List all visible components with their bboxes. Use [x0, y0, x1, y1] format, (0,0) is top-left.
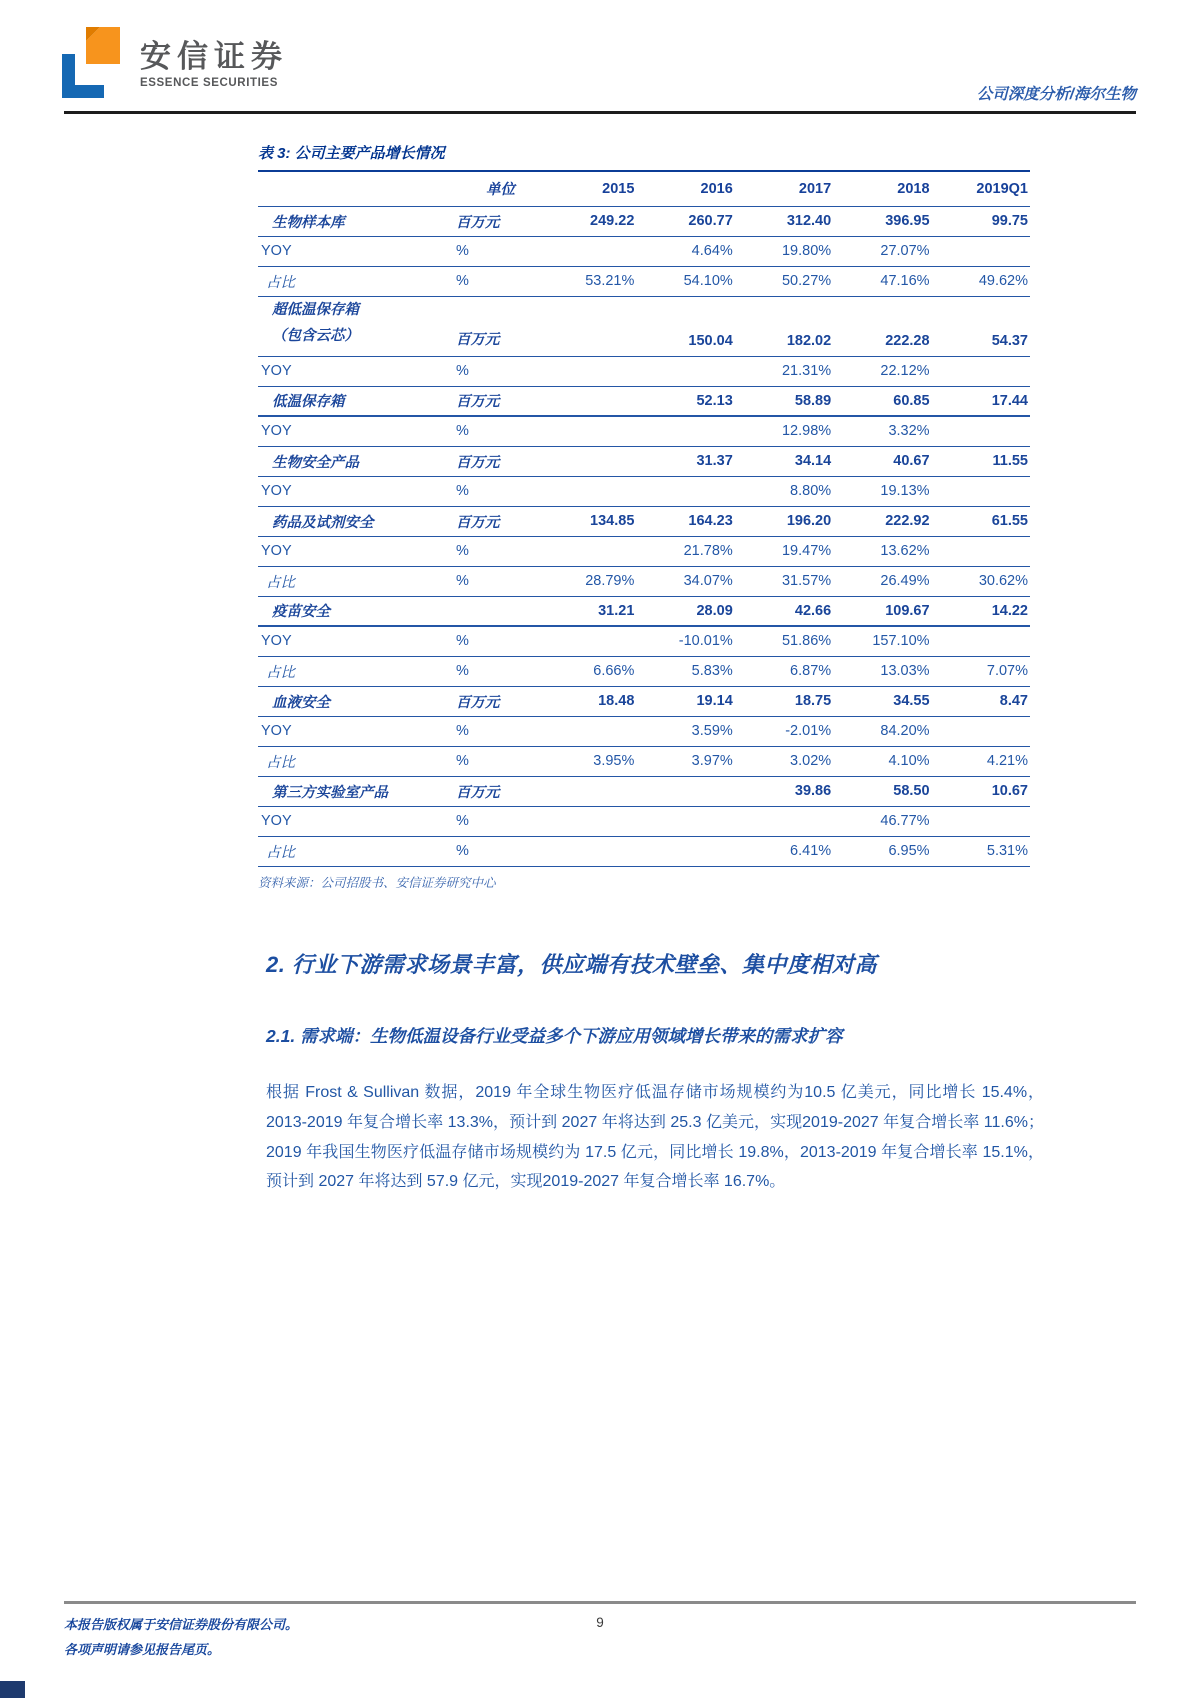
cell-value: 8.47: [932, 686, 1030, 716]
row-label: 占比: [258, 746, 448, 776]
cell-value: 6.95%: [833, 836, 931, 866]
body-paragraph: 根据 Frost & Sullivan 数据，2019 年全球生物医疗低温存储市场规模约为10.5 亿美元，同比增长 15.4%，2013-2019 年复合增长率 13.3%，预计到 2027 年将达到 25.3 亿美元，实现2019-2027 年复合增长率 11.6%；2019 年我国生物医疗低温存储市场规模约为 17.5 亿元，同比增长 19.8%，2013-2019 年复合增长率 15.1%，预计到 2027 年将达到 57.9 亿元，实现2019-2027 年复合增长率 16.7%。: [266, 1084, 1044, 1191]
cell-value: 19.14: [636, 686, 734, 716]
cell-value: 222.28: [833, 296, 931, 356]
table-body: [258, 206, 1030, 866]
row-label: 药品及试剂安全: [258, 506, 448, 536]
cell-value: 47.16%: [833, 266, 931, 296]
cell-value: 6.66%: [538, 656, 636, 686]
row-label: 占比: [258, 656, 448, 686]
cell-value: 28.09: [636, 596, 734, 626]
cell-value: -10.01%: [636, 626, 734, 656]
header-divider: [64, 111, 1136, 114]
table-header-row: [258, 172, 1030, 206]
essence-logo-icon: [62, 26, 126, 100]
column-header: [258, 172, 448, 206]
cell-value: 46.77%: [833, 806, 931, 836]
cell-value: [538, 536, 636, 566]
row-unit: %: [448, 416, 538, 446]
table-head: [258, 172, 1030, 206]
cell-value: 17.44: [932, 386, 1030, 416]
row-label: 占比: [258, 566, 448, 596]
cell-value: 4.64%: [636, 236, 734, 266]
cell-value: 54.37: [932, 296, 1030, 356]
table-row: [258, 356, 1030, 386]
cell-value: 222.92: [833, 506, 931, 536]
column-header: 2018: [833, 172, 931, 206]
cell-value: 31.37: [636, 446, 734, 476]
cell-value: 26.49%: [833, 566, 931, 596]
row-label: 占比: [258, 266, 448, 296]
table-row: [258, 806, 1030, 836]
cell-value: [932, 536, 1030, 566]
row-unit: 百万元: [448, 296, 538, 356]
row-unit: %: [448, 356, 538, 386]
cell-value: [538, 356, 636, 386]
cell-value: [932, 716, 1030, 746]
row-label: 低温保存箱: [258, 386, 448, 416]
cell-value: [538, 386, 636, 416]
cell-value: 5.83%: [636, 656, 734, 686]
row-label: YOY: [258, 536, 448, 566]
copyright-line-2: 各项声明请参见报告尾页。: [64, 1642, 221, 1657]
row-unit: %: [448, 266, 538, 296]
cell-value: [636, 806, 734, 836]
cell-value: 19.80%: [735, 236, 833, 266]
cell-value: 51.86%: [735, 626, 833, 656]
table-row: [258, 206, 1030, 236]
row-label: 血液安全: [258, 686, 448, 716]
cell-value: 60.85: [833, 386, 931, 416]
cell-value: 58.50: [833, 776, 931, 806]
cell-value: 34.07%: [636, 566, 734, 596]
cell-value: [932, 416, 1030, 446]
table-row: [258, 416, 1030, 446]
table-row: [258, 716, 1030, 746]
cell-value: 6.41%: [735, 836, 833, 866]
row-unit: %: [448, 806, 538, 836]
cell-value: [538, 806, 636, 836]
cell-value: [538, 446, 636, 476]
cell-value: 19.13%: [833, 476, 931, 506]
cell-value: 13.62%: [833, 536, 931, 566]
row-label: YOY: [258, 356, 448, 386]
table-row: [258, 836, 1030, 866]
cell-value: 21.31%: [735, 356, 833, 386]
cell-value: 13.03%: [833, 656, 931, 686]
cell-value: 31.57%: [735, 566, 833, 596]
corner-mark: [0, 1681, 25, 1698]
cell-value: 150.04: [636, 296, 734, 356]
cell-value: 21.78%: [636, 536, 734, 566]
row-label: YOY: [258, 806, 448, 836]
row-unit: 百万元: [448, 206, 538, 236]
column-header: 2019Q1: [932, 172, 1030, 206]
cell-value: 19.47%: [735, 536, 833, 566]
cell-value: [636, 356, 734, 386]
cell-value: 164.23: [636, 506, 734, 536]
cell-value: 3.97%: [636, 746, 734, 776]
row-label: 疫苗安全: [258, 596, 448, 626]
table-row: [258, 776, 1030, 806]
table-row: [258, 296, 1030, 356]
brand-text: [140, 26, 288, 89]
cell-value: 3.59%: [636, 716, 734, 746]
row-unit: 百万元: [448, 686, 538, 716]
row-label: 第三方实验室产品: [258, 776, 448, 806]
cell-value: 10.67: [932, 776, 1030, 806]
row-label: 生物安全产品: [258, 446, 448, 476]
cell-value: 182.02: [735, 296, 833, 356]
table-row: [258, 626, 1030, 656]
report-type-label: 公司深度分析/海尔生物: [976, 86, 1136, 103]
cell-value: 109.67: [833, 596, 931, 626]
table-row: [258, 566, 1030, 596]
row-label: YOY: [258, 236, 448, 266]
cell-value: 18.75: [735, 686, 833, 716]
cell-value: 18.48: [538, 686, 636, 716]
table-row: [258, 656, 1030, 686]
cell-value: [538, 716, 636, 746]
column-header: 2016: [636, 172, 734, 206]
section-heading: 2. 行业下游需求场景丰富，供应端有技术壁垒、集中度相对高: [266, 952, 877, 977]
table-section: [258, 142, 1030, 891]
cell-value: [538, 236, 636, 266]
product-growth-table: [258, 172, 1030, 867]
row-unit: %: [448, 716, 538, 746]
row-unit: %: [448, 536, 538, 566]
cell-value: [735, 806, 833, 836]
cell-value: [538, 416, 636, 446]
row-unit: 百万元: [448, 776, 538, 806]
cell-value: 196.20: [735, 506, 833, 536]
row-unit: 百万元: [448, 506, 538, 536]
cell-value: 157.10%: [833, 626, 931, 656]
cell-value: 39.86: [735, 776, 833, 806]
table-row: [258, 506, 1030, 536]
cell-value: [636, 776, 734, 806]
column-header: 2017: [735, 172, 833, 206]
cell-value: [538, 836, 636, 866]
row-unit: %: [448, 476, 538, 506]
row-unit: %: [448, 836, 538, 866]
copyright-line-1: 本报告版权属于安信证券股份有限公司。: [64, 1617, 299, 1632]
cell-value: 28.79%: [538, 566, 636, 596]
cell-value: 27.07%: [833, 236, 931, 266]
row-label: 生物样本库: [258, 206, 448, 236]
cell-value: 84.20%: [833, 716, 931, 746]
cell-value: 40.67: [833, 446, 931, 476]
cell-value: 3.02%: [735, 746, 833, 776]
row-unit: 百万元: [448, 386, 538, 416]
cell-value: 4.21%: [932, 746, 1030, 776]
cell-value: 260.77: [636, 206, 734, 236]
cell-value: 14.22: [932, 596, 1030, 626]
cell-value: 7.07%: [932, 656, 1030, 686]
cell-value: [932, 356, 1030, 386]
row-label: YOY: [258, 626, 448, 656]
cell-value: 58.89: [735, 386, 833, 416]
subsection-heading: 2.1. 需求端：生物低温设备行业受益多个下游应用领域增长带来的需求扩容: [266, 1026, 843, 1046]
cell-value: 22.12%: [833, 356, 931, 386]
cell-value: 53.21%: [538, 266, 636, 296]
cell-value: [932, 236, 1030, 266]
row-unit: %: [448, 746, 538, 776]
cell-value: [538, 476, 636, 506]
row-unit: %: [448, 566, 538, 596]
cell-value: 6.87%: [735, 656, 833, 686]
table-row: [258, 686, 1030, 716]
cell-value: 11.55: [932, 446, 1030, 476]
column-header: 2015: [538, 172, 636, 206]
cell-value: 134.85: [538, 506, 636, 536]
cell-value: 50.27%: [735, 266, 833, 296]
table-row: [258, 596, 1030, 626]
column-header: 单位: [448, 172, 538, 206]
cell-value: [932, 626, 1030, 656]
cell-value: -2.01%: [735, 716, 833, 746]
table-row: [258, 236, 1030, 266]
page-number: 9: [596, 1615, 604, 1630]
row-label: 超低温保存箱 （包含云芯）: [258, 296, 448, 356]
row-unit: %: [448, 656, 538, 686]
cell-value: 8.80%: [735, 476, 833, 506]
table-title: 表 3: 公司主要产品增长情况: [258, 142, 1030, 172]
row-unit: [448, 596, 538, 626]
row-label: YOY: [258, 716, 448, 746]
cell-value: 49.62%: [932, 266, 1030, 296]
cell-value: 4.10%: [833, 746, 931, 776]
header-logo: [62, 26, 288, 100]
cell-value: [932, 476, 1030, 506]
row-unit: 百万元: [448, 446, 538, 476]
brand-name: 安信证券: [140, 39, 288, 74]
cell-value: 54.10%: [636, 266, 734, 296]
cell-value: [636, 836, 734, 866]
cell-value: 3.95%: [538, 746, 636, 776]
cell-value: 3.32%: [833, 416, 931, 446]
cell-value: [636, 416, 734, 446]
table-row: [258, 746, 1030, 776]
table-row: [258, 266, 1030, 296]
cell-value: [538, 296, 636, 356]
row-label: YOY: [258, 416, 448, 446]
cell-value: 312.40: [735, 206, 833, 236]
cell-value: [538, 626, 636, 656]
cell-value: 31.21: [538, 596, 636, 626]
source-note: 资料来源：公司招股书、安信证券研究中心: [258, 875, 496, 890]
cell-value: 30.62%: [932, 566, 1030, 596]
cell-value: 12.98%: [735, 416, 833, 446]
cell-value: 249.22: [538, 206, 636, 236]
cell-value: 396.95: [833, 206, 931, 236]
cell-value: [636, 476, 734, 506]
cell-value: [538, 776, 636, 806]
cell-value: 52.13: [636, 386, 734, 416]
footer-divider: [64, 1601, 1136, 1604]
cell-value: 34.55: [833, 686, 931, 716]
cell-value: 61.55: [932, 506, 1030, 536]
cell-value: [932, 806, 1030, 836]
brand-subtitle: ESSENCE SECURITIES: [140, 77, 278, 89]
cell-value: 42.66: [735, 596, 833, 626]
table-row: [258, 446, 1030, 476]
cell-value: 99.75: [932, 206, 1030, 236]
table-row: [258, 476, 1030, 506]
table-row: [258, 536, 1030, 566]
row-unit: %: [448, 236, 538, 266]
table-row: [258, 386, 1030, 416]
row-unit: %: [448, 626, 538, 656]
cell-value: 5.31%: [932, 836, 1030, 866]
cell-value: 34.14: [735, 446, 833, 476]
row-label: YOY: [258, 476, 448, 506]
row-label: 占比: [258, 836, 448, 866]
